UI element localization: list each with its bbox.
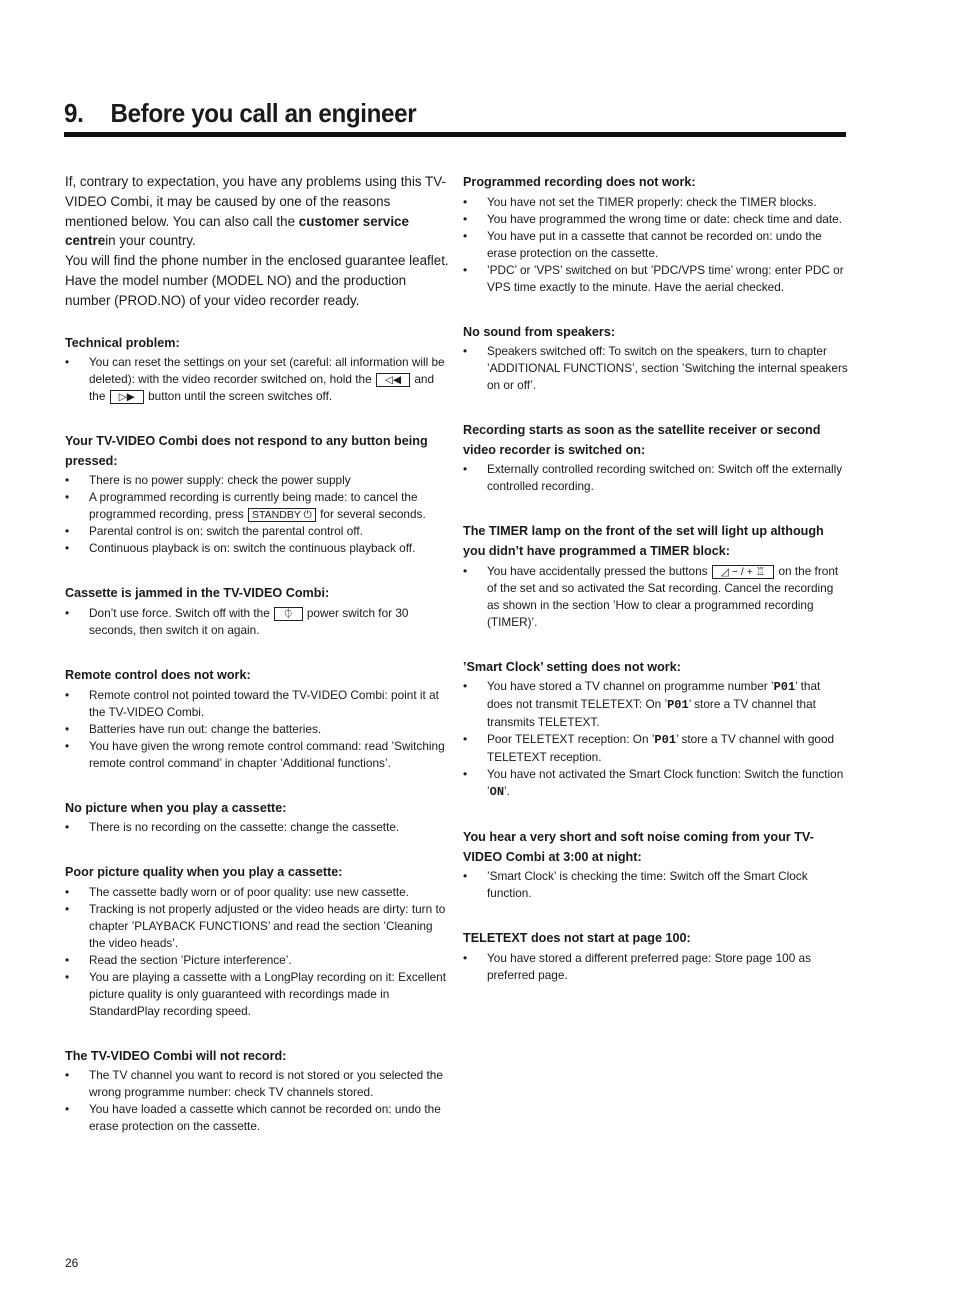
power-button-icon: ⏀	[274, 607, 303, 621]
standby-button-icon: STANDBY ⏻	[248, 508, 316, 522]
list-item: • You have programmed the wrong time or date: check time and date.	[463, 211, 842, 226]
list-item: • You have loaded a cassette which cannot be recorded on: undo the erase protection on the cassette.	[65, 1102, 441, 1134]
section-programmed	[463, 172, 848, 296]
section-heading: The TIMER lamp on the front of the set will light up although you didn’t have programmed a TIMER block:	[463, 523, 824, 558]
list-item: • You have accidentally pressed the buttons ◿ − / + ♖ on the front of the set and so activated the Sat recording. Cancel the recording as shown in the section ’How to clear a programmed recording (TIMER)’.	[463, 563, 839, 629]
list-item: • You are playing a cassette with a LongPlay recording on it: Excellent picture quality is only guaranteed with recordings made in StandardPlay recording speed.	[65, 969, 446, 1018]
section-no-sound	[463, 322, 848, 395]
section-heading: Your TV-VIDEO Combi does not respond to any button being pressed:	[65, 433, 428, 468]
section-heading: The TV-VIDEO Combi will not record:	[65, 1047, 287, 1063]
title-rule	[64, 132, 846, 137]
list-item: • You can reset the settings on your set (careful: all information will be deleted): with the video recorder switched on, hold the ◁◀ and the ▷▶ button until the screen switches off.	[65, 355, 445, 404]
left-column	[65, 172, 450, 1161]
list-item: • You have given the wrong remote control command: read ’Switching remote control command’ in chapter ’Additional functions’.	[65, 738, 445, 770]
list-item: • You have stored a TV channel on programme number ’P01’ that does not transmit TELETEXT: On ’P01’ store a TV channel that transmits TELETEXT.	[463, 679, 821, 730]
list-item: • Parental control is on: switch the parental control off.	[65, 524, 363, 539]
list-item: • You have stored a different preferred page: Store page 100 as preferred page.	[463, 950, 811, 982]
list-item: • Externally controlled recording switched on: Switch off the externally controlled recording.	[463, 462, 843, 494]
list-item: • You have not activated the Smart Clock function: Switch the function ’ON’.	[463, 767, 844, 800]
list-item: • ’Smart Clock’ is checking the time: Switch off the Smart Clock function.	[463, 869, 808, 901]
display-code: P01	[667, 698, 689, 713]
page-number: 26	[65, 1256, 79, 1270]
list-item: • Poor TELETEXT reception: On ’P01’ store a TV channel with good TELETEXT reception.	[463, 732, 835, 765]
list-item: • Tracking is not properly adjusted or the video heads are dirty: turn to chapter ’PLAYBACK FUNCTIONS’ and read the section ’Cleaning the video heads’.	[65, 901, 446, 950]
fast-forward-button-icon: ▷▶	[110, 390, 144, 404]
list-item: • Continuous playback is on: switch the continuous playback off.	[65, 541, 416, 556]
section-heading: You hear a very short and soft noise coming from your TV-VIDEO Combi at 3:00 at night:	[463, 829, 814, 864]
display-code: P01	[773, 680, 796, 695]
list-item: • The cassette badly worn or of poor quality: use new cassette.	[65, 884, 409, 899]
list-item: • You have put in a cassette that cannot be recorded on: undo the erase protection on the cassette.	[463, 228, 822, 260]
section-noise	[463, 827, 848, 902]
rewind-button-icon: ◁◀	[376, 373, 410, 387]
section-heading: Technical problem:	[65, 334, 180, 350]
section-poor-picture	[65, 862, 450, 1020]
section-heading: Recording starts as soon as the satellite receiver or second video recorder is switched on:	[463, 422, 821, 457]
list-item: • A programmed recording is currently being made: to cancel the programmed recording, press STANDBY ⏻ for several seconds.	[65, 490, 426, 522]
right-column	[463, 172, 848, 1010]
display-code: P01	[654, 733, 677, 748]
section-remote	[65, 665, 450, 772]
section-heading: Cassette is jammed in the TV-VIDEO Combi:	[65, 585, 330, 601]
list-item: • There is no power supply: check the power supply	[65, 473, 351, 488]
list-item: • You have not set the TIMER properly: check the TIMER blocks.	[463, 194, 817, 209]
section-jammed	[65, 583, 450, 639]
list-item: • ’PDC’ or ’VPS’ switched on but ’PDC/VPS time’ wrong: enter PDC or VPS time exactly to the minute. Have the aerial checked.	[463, 262, 844, 294]
list-item: • Speakers switched off: To switch on the speakers, turn to chapter ’ADDITIONAL FUNCTIONS’, section ’Switching the internal speakers on or off’.	[463, 344, 848, 393]
section-heading: Remote control does not work:	[65, 666, 251, 682]
intro	[65, 172, 450, 311]
section-heading: TELETEXT does not start at page 100:	[463, 930, 691, 946]
chapter-number: 9.	[64, 98, 84, 128]
section-timer-lamp	[463, 521, 848, 630]
section-no-respond	[65, 431, 450, 557]
display-code: ON	[489, 785, 505, 800]
section-not-record	[65, 1046, 450, 1136]
list-item: • The TV channel you want to record is not stored or you selected the wrong programme number: check TV channels stored.	[65, 1068, 443, 1100]
page-title	[64, 98, 791, 129]
customer-service-bold: customer service centre	[65, 213, 409, 249]
section-heading: No picture when you play a cassette:	[65, 799, 287, 815]
intro-paragraph-2: You will find the phone number in the enclosed guarantee leaflet. Have the model number (MODEL NO) and the production number (PROD.NO) of your video recorder ready.	[65, 253, 449, 308]
section-heading: Poor picture quality when you play a cassette:	[65, 864, 343, 880]
section-heading: No sound from speakers:	[463, 323, 616, 339]
list-item: • Batteries have run out: change the batteries.	[65, 721, 322, 736]
chapter-title: Before you call an engineer	[110, 98, 417, 128]
intro-paragraph-1: If, contrary to expectation, you have any problems using this TV-VIDEO Combi, it may be caused by one of the reasons mentioned below. You can also call the customer service centrein your country.	[65, 174, 446, 249]
section-heading: ’Smart Clock’ setting does not work:	[463, 658, 681, 674]
section-no-picture	[65, 798, 450, 837]
section-smart-clock	[463, 657, 848, 802]
timer-buttons-icon: ◿ − / + ♖	[712, 565, 774, 579]
list-item: • There is no recording on the cassette: change the cassette.	[65, 820, 400, 835]
section-heading: Programmed recording does not work:	[463, 174, 696, 189]
section-technical	[65, 333, 450, 406]
list-item: • Remote control not pointed toward the TV-VIDEO Combi: point it at the TV-VIDEO Combi.	[65, 687, 439, 719]
list-item: • Read the section ’Picture interference’.	[65, 952, 292, 967]
list-item: • Don’t use force. Switch off with the ⏀ power switch for 30 seconds, then switch it on again.	[65, 605, 409, 637]
section-satellite	[463, 420, 848, 495]
section-teletext	[463, 928, 848, 984]
